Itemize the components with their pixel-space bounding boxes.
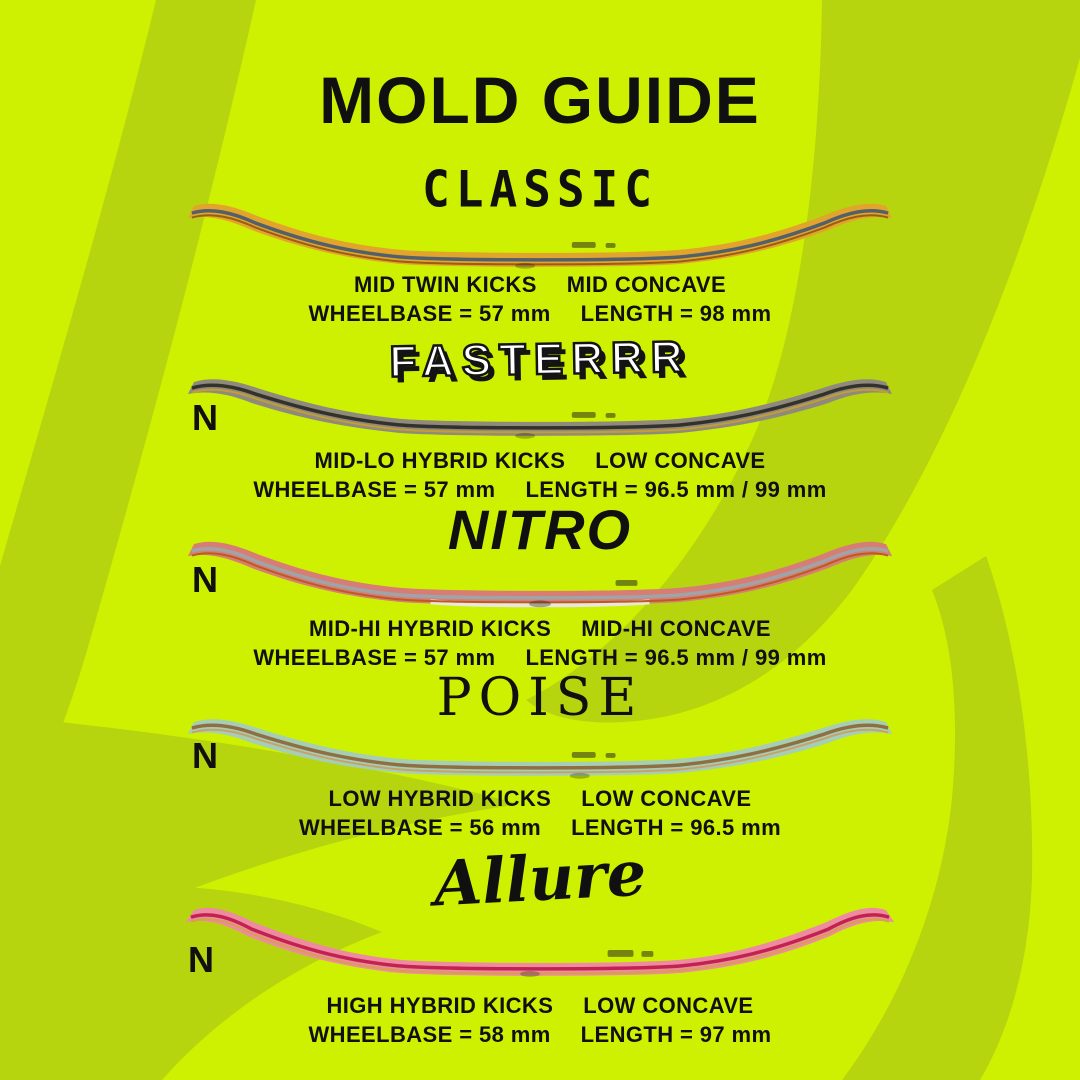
kicks-value: HIGH HYBRID KICKS: [326, 993, 554, 1018]
length-value: LENGTH = 96.5 mm / 99 mm: [525, 477, 827, 502]
new-badge-fasterrr: N: [192, 397, 218, 438]
mold-name-nitro: NITRO: [447, 498, 633, 561]
concave-value: LOW CONCAVE: [595, 448, 766, 473]
classic-kicks-concave: [0, 272, 1080, 298]
length-value: LENGTH = 97 mm: [580, 1022, 772, 1047]
new-badge-poise: N: [192, 735, 218, 776]
wheelbase-value: WHEELBASE = 56 mm: [298, 815, 542, 840]
deck-body: [186, 908, 894, 980]
length-value: LENGTH = 96.5 mm: [571, 815, 782, 840]
wheelbase-value: WHEELBASE = 57 mm: [253, 477, 496, 502]
wheelbase-value: WHEELBASE = 57 mm: [253, 645, 496, 670]
wheelbase-value: WHEELBASE = 58 mm: [308, 1022, 551, 1047]
length-value: LENGTH = 98 mm: [580, 301, 772, 326]
length-value: LENGTH = 96.5 mm / 99 mm: [525, 645, 827, 670]
allure-kicks-concave: [0, 993, 1080, 1019]
mold-name-allure: Allure: [432, 836, 648, 921]
deck-ply-line: [192, 385, 888, 428]
nitro-kicks-concave: [0, 616, 1080, 642]
classic-deck-profile: [182, 190, 898, 280]
deck-ply-line: [192, 211, 888, 260]
wheelbase-value: WHEELBASE = 57 mm: [308, 301, 551, 326]
kicks-value: MID-HI HYBRID KICKS: [308, 616, 552, 641]
kicks-value: LOW HYBRID KICKS: [328, 786, 552, 811]
mold-name-fasterrr: FASTERRR: [389, 332, 691, 387]
page-title: MOLD GUIDE: [319, 63, 761, 137]
concave-value: LOW CONCAVE: [583, 993, 754, 1018]
poise-kicks-concave: [0, 786, 1080, 812]
kicks-value: MID TWIN KICKS: [353, 272, 537, 297]
deck-ply-line: [192, 549, 888, 598]
mold-name-poise: POISE: [436, 668, 644, 728]
new-badge-nitro: N: [192, 559, 218, 600]
classic-dimensions: [0, 301, 1080, 327]
fasterrr-kicks-concave: [0, 448, 1080, 474]
mold-name-classic: CLASSIC: [422, 159, 658, 219]
concave-value: LOW CONCAVE: [581, 786, 752, 811]
poise-deck-profile: [182, 698, 898, 788]
fasterrr-deck-profile: [182, 358, 898, 448]
allure-deck-profile: [182, 900, 898, 990]
concave-value: MID-HI CONCAVE: [581, 616, 771, 641]
deck-ply-line: [192, 725, 888, 768]
concave-value: MID CONCAVE: [566, 272, 727, 297]
allure-dimensions: [0, 1022, 1080, 1048]
new-badge-allure: N: [188, 939, 214, 980]
kicks-value: MID-LO HYBRID KICKS: [314, 448, 566, 473]
nitro-deck-profile: [182, 528, 898, 618]
